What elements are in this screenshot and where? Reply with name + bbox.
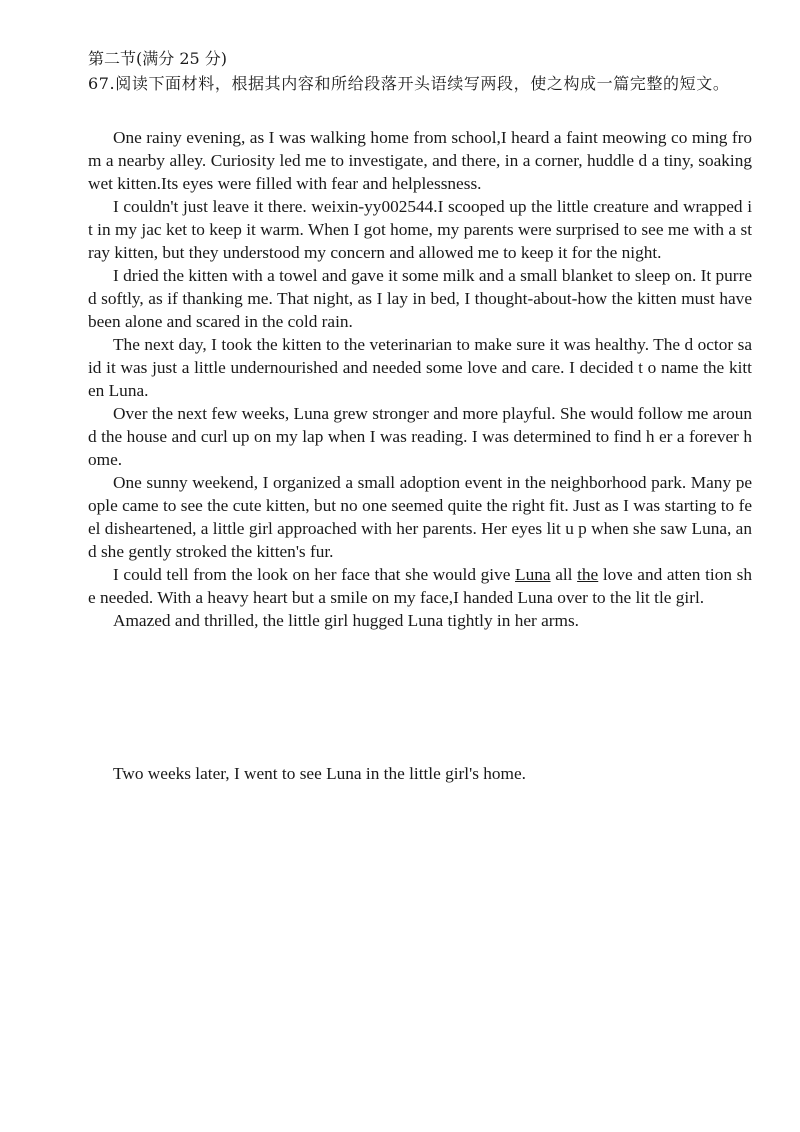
reading-passage — [88, 126, 752, 632]
underlined-word-the: the — [577, 565, 599, 584]
passage-paragraph-2: I couldn't just leave it there. weixin-yy002544.I scooped up the little creature and wrapped it in my jac ket to keep it warm. When I got home, my parents were surprised to see me with a stray kitten, but they understood my concern and allowed me to keep it for the night. — [88, 197, 752, 262]
passage-paragraph-7 — [88, 563, 752, 609]
passage-paragraph-8: Amazed and thrilled, the little girl hugged Luna tightly in her arms. — [113, 611, 579, 630]
passage-paragraph-3: I dried the kitten with a towel and gave it some milk and a small blanket to sleep on. It purred softly, as if thanking me. That night, as I lay in bed, I thought-about-how the kitten must have been alone and scared in the cold rain. — [88, 266, 752, 331]
question-instruction: 67.阅读下面材料，根据其内容和所给段落开头语续写两段，使之构成一篇完整的短文。 — [88, 74, 730, 93]
passage-paragraph-6: One sunny weekend, I organized a small adoption event in the neighborhood park. Many people came to see the cute kitten, but no one seemed quite the right fit. Just as I was starting to feel disheartened, a little girl approached with her parents. Her eyes lit u p when she saw Luna, and she gently stroked the kitten's fur. — [88, 473, 752, 561]
passage-paragraph-4: The next day, I took the kitten to the veterinarian to make sure it was healthy. The d octor said it was just a little undernourished and needed some love and care. I decided t o name the kitten Luna. — [88, 335, 752, 400]
paragraph-7-text-c: love and atten tion she needed. With a heavy heart but a smile on my face,I handed Luna over to the lit tle girl. — [88, 565, 752, 607]
passage-paragraph-5: Over the next few weeks, Luna grew stronger and more playful. She would follow me around the house and curl up on my lap when I was reading. I was determined to find h er a forever home. — [88, 404, 752, 469]
underlined-word-luna: Luna — [515, 565, 551, 584]
continuation-opening-sentence: Two weeks later, I went to see Luna in the little girl's home. — [113, 764, 526, 783]
section-title: 第二节(满分 25 分) — [88, 49, 228, 68]
passage-paragraph-1: One rainy evening, as I was walking home from school,I heard a faint meowing co ming from a nearby alley. Curiosity led me to investigate, and there, in a corner, huddle d a tiny, soaking wet kitten.Its eyes were filled with fear and helplessness. — [88, 128, 752, 193]
paragraph-7-text-a: I could tell from the look on her face that she would give — [113, 565, 516, 584]
paragraph-7-text-b: all — [550, 565, 578, 584]
